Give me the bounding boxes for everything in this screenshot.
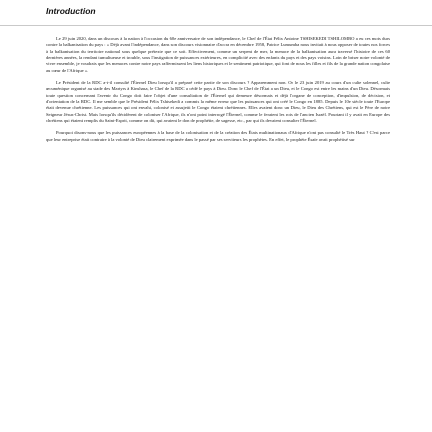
- body-text: [46, 36, 390, 143]
- heading-divider: [0, 25, 432, 26]
- paragraph: Le Président de la RDC a-t-il consulté l'Éternel Dieu lorsqu'il a préparé cette partie de son discours ? Apparemment non. Or le 23 juin 2019 au cours d'un culte solennel, culte œcuménique organisé au stade des Martyrs à Kinshasa, le Chef de la RDC a cédé le pays à Dieu. Donc le Chef de l'État a un Dieu, et le Congo est entre les mains d'un Dieu. Désormais toute question concernant l'avenir du Congo doit faire l'objet d'une consultation de l'Éternel qui demeure désormais et déjà l'organe de conception, d'impulsion, de décision, et d'orientation de la RDC. Il me semble que le Président Félix Tshisekedi a commis la même erreur que les puissances qui ont créé le Congo en 1885. Depuis le 10e siècle toute l'Europe était devenue chrétienne. Les puissances qui ont envahi, colonisé et assujetti le Congo étaient chrétiennes. Elles avaient donc un Dieu, le Dieu des Chrétiens, qui est le Père de notre Seigneur Jésus-Christ. Mais lorsqu'ils décidèrent de coloniser l'Afrique, ils n'ont point interrogé l'Éternel, comme le feraient les rois de l'ancien Israël. Pourtant il y avait en Europe des chrétiens qui étaient remplis du Saint-Esprit, comme on dit, qui avaient le don de prophétie, de sagesse, etc., par qui ils devaient consulter l'Éternel.: [46, 80, 390, 124]
- paragraph: Le 29 juin 2020, dans un discours à la nation à l'occasion du 60e anniversaire de son indépendance, le Chef de l'État Félix Antoine TSHISEKEDI TSHILOMBO a eu ces mots durs contre la balkanisation du pays : « Déjà avant l'indépendance, dans son discours visionnaire d'accra en décembre 1958, Patrice Lumumba nous invitait à nous opposer de toutes nos forces à la balkanisation du territoire national sous quelque prétexte que ce soit. Effectivement, comme un serpent de mer, la menace de la balkanisation aura traversé l'histoire de ces 60 dernières années, la rendant tumultueuse et trouble, sous l'instigation de puissances extérieures, en complicité avec des enfants du pays et des pays voisins. Loin de briser notre volonté de vivre ensemble, je voudrais que les menaces contre notre pays raffermissent les liens historiques et le sentiment patriotique, qui font de nous les filles et fils de la grande nation congolaise au cœur de l'Afrique ».: [46, 36, 390, 73]
- paragraph: Pourquoi disons-nous que les puissances européennes à la base de la colonisation et de la création des États multinationaux d'Afrique n'ont pas consulté le Très Haut ? C'est parce que leur entreprise était contraire à la volonté de Dieu clairement exprimée dans le passé par ses serviteurs les prophètes. En effet, le prophète Ésaïe avait prophétisé sur: [46, 130, 390, 142]
- section-heading: Introduction: [46, 6, 96, 16]
